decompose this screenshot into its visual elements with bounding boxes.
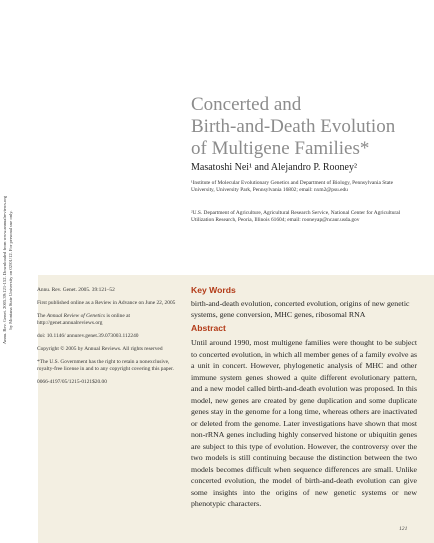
keywords-heading: Key Words <box>191 285 236 295</box>
online-note-prefix: The <box>37 313 47 319</box>
issn: 0066-4197/05/1215-0121$20.00 <box>37 379 107 385</box>
copyright-notice: Copyright © 2005 by Annual Reviews. All rights reserved <box>37 346 163 352</box>
abstract-heading: Abstract <box>191 323 226 333</box>
keywords-text: birth-and-death evolution, concerted evolution, origins of new genetic systems, gene conversion, MHC genes, ribosomal RNA <box>191 299 410 319</box>
download-notice-line-2: by Montana State University on 02/01/12. For personal use only. <box>8 210 13 330</box>
publication-info-column <box>37 287 177 392</box>
journal-citation: Annu. Rev. Genet. 2005. 39:121–52 <box>37 287 115 293</box>
first-published-note: First published online as a Review in Advance on June 22, 2005 <box>37 300 176 306</box>
affiliation-1: ¹Institute of Molecular Evolutionary Genetics and Department of Biology, Pennsylvania State University, University Park, Pennsylvania 16802; email: nxm2@psu.edu <box>191 180 394 193</box>
title-line-2: Birth-and-Death Evolution <box>191 116 396 137</box>
government-license-notice: *The U.S. Government has the right to retain a nonexclusive, royalty-free license in and to any copyright covering this paper. <box>37 359 174 372</box>
title-line-3: of Multigene Families* <box>191 138 370 159</box>
abstract-text: Until around 1990, most multigene families were thought to be subject to concerted evolution, in which all member genes of a family evolve as a unit in concert. However, phylogenetic analysis of MHC and other immune system genes showed a quite different evolutionary pattern, and a new model called birth-and-death evolution was proposed. In this model, new genes are created by gene duplication and some duplicate genes stay in the genome for a long time, whereas others are inactivated or deleted from the genome. Later investigations have shown that most non-rRNA genes including highly conserved histone or ubiquitin genes are subject to this type of evolution. However, the controversy over the two models is still continuing because the distinction between the two models becomes difficult when sequence differences are small. Unlike concerted evolution, the model of birth-and-death evolution can give some insights into the origins of new genetic systems or new phenotypic characters. <box>191 338 417 508</box>
online-availability-note <box>37 313 177 327</box>
author-list: Masatoshi Nei¹ and Alejandro P. Rooney² <box>191 162 357 173</box>
affiliation-2: ²U.S. Department of Agriculture, Agricultural Research Service, National Center for Agricultural Utilization Research, Peoria, Illinois 61604; email: rooneyap@ncaur.usda.gov <box>191 210 401 223</box>
page-number: 121 <box>399 526 408 532</box>
download-notice-strip <box>0 0 16 543</box>
title-line-1: Concerted and <box>191 94 302 115</box>
online-note-journal: Annual Review of Genetics <box>46 313 105 319</box>
article-title <box>191 94 421 160</box>
doi: doi: 10.1146/ annurev.genet.39.073003.112240 <box>37 333 139 339</box>
download-notice <box>2 170 14 370</box>
online-note-url: is online at http://genet.annualreviews.org <box>37 313 130 326</box>
download-notice-line-1: Annu. Rev. Genet. 2005.39:121-152. Downloaded from www.annualreviews.org <box>2 195 7 345</box>
